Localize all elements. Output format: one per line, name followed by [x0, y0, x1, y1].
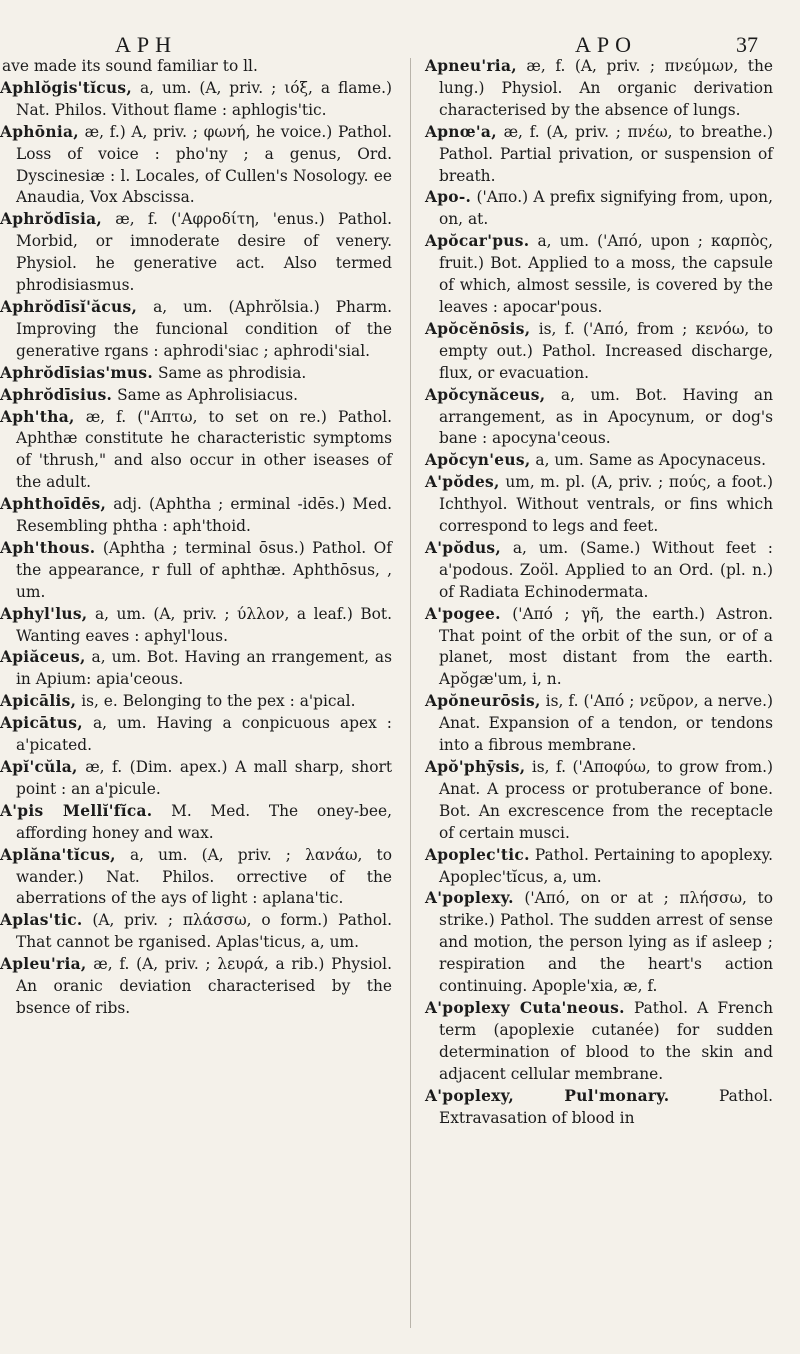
entry-headword: Apo-. — [425, 188, 472, 207]
dictionary-entry — [0, 385, 392, 407]
entry-definition: Pathol. Extravasation of blood in — [439, 1086, 773, 1127]
entry-headword: Aphthoīdēs, — [0, 495, 107, 514]
entry-headword: Aph'thous. — [0, 538, 96, 557]
dictionary-entry — [0, 845, 392, 911]
dictionary-entry — [425, 385, 773, 451]
entry-headword: Aphrŏdīsius. — [0, 385, 113, 404]
entry-headword: Apiăceus, — [0, 648, 86, 667]
dictionary-entry — [425, 187, 773, 231]
entry-headword: Aphōnia, — [0, 122, 79, 141]
entry-definition: a, um. (A, priv. ; λανάω, to wander.) Nat. Philos. orrective of the aberrations of the ays of light : aplana'tic. — [16, 845, 392, 908]
page-number: 37 — [736, 32, 758, 57]
dictionary-entry — [425, 231, 773, 319]
dictionary-entry — [0, 209, 392, 297]
dictionary-entry — [425, 691, 773, 757]
dictionary-entry — [0, 713, 392, 757]
entry-headword: A'poplexy Cuta'neous. — [425, 998, 625, 1017]
entry-definition: a, um. ('Από, upon ; καρπὸς, fruit.) Bot. Applied to a moss, the capsule of which, almost sessile, is covered by the leaves : apocar'pous. — [439, 232, 773, 316]
entry-definition: ('Από, on or at ; πλήσσω, to strike.) Pathol. The sudden arrest of sense and motion, the person lying as if asleep ; respiration and the heart's action continuing. Apople'xia, æ, f. — [439, 889, 773, 996]
entry-headword: Apneu'ria, — [425, 57, 517, 75]
entry-headword: Aphrŏdīsias'mus. — [0, 363, 154, 382]
entry-headword: Apŏcynăceus, — [425, 385, 546, 404]
entry-definition: is, f. ('Από, from ; κενόω, to empty out.) Pathol. Increased discharge, flux, or evacuation. — [439, 319, 773, 382]
entry-definition: a, um. (A, priv. ; ύλλον, a leaf.) Bot. Wanting eaves : aphyl'lous. — [16, 604, 392, 645]
entry-headword: Aphyl'lus, — [0, 604, 88, 623]
entry-definition: æ, f. (A, priv. ; λευρά, a rib.) Physiol. An oranic deviation characterised by the bsence of ribs. — [16, 955, 392, 1017]
entry-definition: Same as Aphrolisiacus. — [112, 385, 299, 404]
entry-headword: Apleu'ria, — [0, 955, 87, 974]
entry-definition: a, um. (Same.) Without feet : a'podous. Zoöl. Applied to an Ord. (pl. n.) of Radiata Echinodermata. — [439, 538, 773, 601]
entry-definition: um, m. pl. (A, priv. ; πούς, a foot.) Ichthyol. Without ventrals, or fins which correspond to legs and feet. — [439, 473, 773, 536]
header-left-guide-word: APH — [115, 32, 178, 57]
dictionary-entry — [0, 407, 392, 495]
entry-definition: is, f. ('Αποφύω, to grow from.) Anat. A process or protuberance of bone. Bot. An excrescence from the receptacle of certain musci. — [439, 758, 773, 842]
entry-headword: Apŏcĕnōsis, — [425, 319, 531, 338]
entry-headword: Apĭ'cŭla, — [0, 758, 78, 776]
dictionary-entry — [425, 319, 773, 385]
entry-headword: Aphlŏgis'tĭcus, — [0, 78, 133, 97]
dictionary-entry — [425, 757, 773, 845]
dictionary-entry — [425, 56, 773, 122]
header-right-guide-word: APO — [575, 32, 638, 57]
entry-headword: A'poplexy. — [425, 889, 514, 908]
entry-definition: a, um. Having a conpicuous apex : a'picated. — [16, 714, 392, 755]
entry-definition: a, um. Bot. Having an arrangement, as in Apocynum, or dog's bane : apocyna'ceous. — [439, 385, 773, 448]
entry-definition: a, um. (Aphrŏlsia.) Pharm. Improving the funcional condition of the generative rgans : aphrodi'siac ; aphrodi'sial. — [16, 297, 392, 360]
dictionary-entry — [0, 122, 392, 210]
dictionary-entry — [425, 604, 773, 692]
entry-headword: Aphrŏdīsĭ'ăcus, — [0, 297, 138, 316]
column-divider — [410, 58, 411, 1328]
entry-headword: Apoplec'tic. — [425, 845, 530, 864]
dictionary-entry — [425, 538, 773, 604]
dictionary-entry — [0, 801, 392, 845]
entry-headword: Apŏcyn'eus, — [425, 451, 531, 470]
entry-headword: Aph'tha, — [0, 407, 75, 426]
entry-definition: æ, f. (A, priv. ; πνεύμων, the lung.) Physiol. An organic derivation characterised by the absence of lungs. — [439, 57, 773, 119]
dictionary-entry — [0, 757, 392, 801]
entry-headword: Apŏneurōsis, — [425, 692, 541, 711]
dictionary-entry — [425, 888, 773, 998]
dictionary-entry — [0, 647, 392, 691]
dictionary-entry — [0, 691, 392, 713]
dictionary-entry — [425, 450, 773, 472]
entry-headword: A'pŏdes, — [425, 473, 500, 492]
right-column — [425, 56, 773, 1129]
entry-headword: Apicālis, — [0, 692, 77, 711]
dictionary-entry — [0, 297, 392, 363]
dictionary-entry — [0, 604, 392, 648]
entry-headword: Aphrŏdīsia, — [0, 210, 103, 229]
entry-headword: A'poplexy, Pul'monary. — [425, 1086, 670, 1105]
dictionary-entry — [425, 122, 773, 188]
left-column — [0, 56, 392, 1020]
entry-headword: Apŏcar'pus. — [425, 232, 530, 251]
dictionary-entry — [0, 954, 392, 1020]
running-header — [0, 12, 800, 57]
entry-headword: Apŏ'phȳsis, — [425, 758, 526, 776]
entry-definition: Pathol. A French term (apoplexie cutanée) for sudden determination of blood to the skin and adjacent cellular membrane. — [439, 998, 773, 1083]
dictionary-entry — [0, 78, 392, 122]
entry-definition: ('Από ; γῆ, the earth.) Astron. That point of the orbit of the sun, or of a planet, most distant from the earth. Apŏgæ'um, i, n. — [439, 604, 773, 689]
continued-text: ave made its sound familiar to ll. — [2, 57, 258, 75]
entry-definition: adj. (Aphtha ; erminal -idēs.) Med. Resembling phtha : aph'thoid. — [16, 495, 392, 536]
dictionary-entry — [0, 363, 392, 385]
entry-headword: Aplăna'tĭcus, — [0, 845, 116, 864]
entry-definition: (Aphtha ; terminal ōsus.) Pathol. Of the appearance, r full of aphthæ. Aphthōsus, , um. — [16, 538, 392, 601]
dictionary-entry — [425, 1086, 773, 1130]
entry-definition: æ, f. (Dim. apex.) A mall sharp, short point : an a'picule. — [16, 758, 392, 798]
entry-definition: ('Απο.) A prefix signifying from, upon, on, at. — [439, 188, 773, 229]
entry-definition: Pathol. Pertaining to apoplexy. Apoplec'tĭcus, a, um. — [439, 845, 773, 886]
entry-definition: æ, f.) A, priv. ; φωνή, he voice.) Pathol. Loss of voice : pho'ny ; a genus, Ord. Dyscinesiæ : l. Locales, of Cullen's Nosology. ee Anaudia, Vox Abscissa. — [16, 122, 392, 207]
entry-definition: a, um. Same as Apocynaceus. — [530, 451, 766, 470]
dictionary-entry — [0, 538, 392, 604]
entry-definition: æ, f. ('Αφροδίτη, 'enus.) Pathol. Morbid, or imnoderate desire of venery. Physiol. he generative act. Also termed phrodisiasmus. — [16, 210, 392, 295]
entry-headword: A'pŏdus, — [425, 538, 502, 557]
entry-headword: Aplas'tic. — [0, 911, 83, 930]
entry-headword: Apnœ'a, — [425, 122, 497, 141]
entry-definition: a, um. Bot. Having an rrangement, as in Apium: apia'ceous. — [16, 648, 392, 689]
entry-definition: a, um. (A, priv. ; ιόξ, a flame.) Nat. Philos. Vithout flame : aphlogis'tic. — [16, 78, 392, 119]
dictionary-entry — [425, 845, 773, 889]
entry-headword: A'pis Mellĭ'fĭca. — [0, 801, 153, 820]
entry-headword: A'pogee. — [425, 604, 501, 623]
dictionary-entry — [0, 910, 392, 954]
dictionary-entry — [425, 998, 773, 1086]
entry-definition: is, f. ('Από ; νεῦρον, a nerve.) Anat. Expansion of a tendon, or tendons into a fibrous membrane. — [439, 692, 773, 755]
entry-headword: Apicātus, — [0, 714, 83, 733]
entry-definition: M. Med. The oney-bee, affording honey and wax. — [16, 801, 392, 842]
entry-definition: Same as phrodisia. — [153, 363, 307, 382]
entry-definition: æ, f. ("Απτω, to set on re.) Pathol. Aphthæ constitute he characteristic symptoms of 'thrush," and also occur in other iseases of the adult. — [16, 407, 392, 492]
dictionary-entry — [0, 494, 392, 538]
entry-definition: (A, priv. ; πλάσσω, o form.) Pathol. That cannot be rganised. Aplas'ticus, a, um. — [16, 911, 392, 952]
entry-definition: is, e. Belonging to the pex : a'pical. — [76, 692, 356, 711]
entry-definition: æ, f. (A, priv. ; πνέω, to breathe.) Pathol. Partial privation, or suspension of breath. — [439, 122, 773, 185]
dictionary-entry — [425, 472, 773, 538]
